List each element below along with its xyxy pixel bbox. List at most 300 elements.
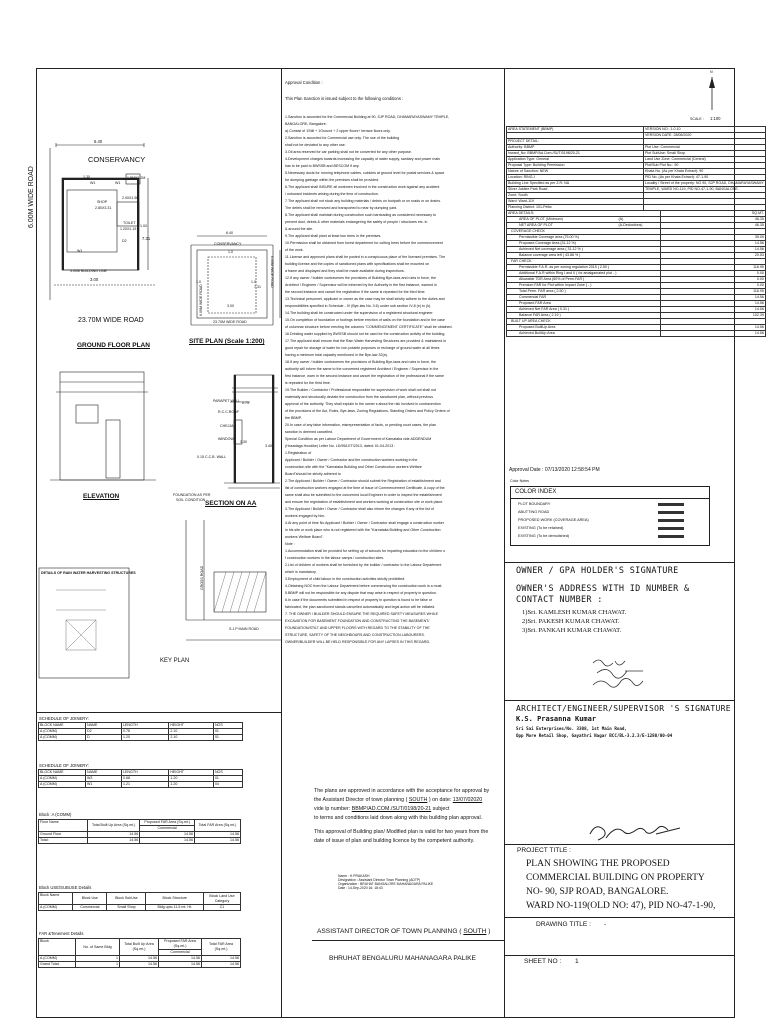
area-cell: Planning District: 101-Petta (507, 205, 644, 211)
table-cell: 1.21 (122, 782, 169, 788)
north-arrow-icon (700, 72, 724, 112)
table-cell: 0.68 (122, 776, 169, 782)
divider-drawings (36, 712, 281, 713)
adtp-pre: ASSISTANT DIRECTOR OF TOWN PLANNING ( (317, 928, 462, 935)
table-cell: 14.56 (140, 838, 195, 844)
owner-signature-title: OWNER / GPA HOLDER'S SIGNATURE (516, 566, 679, 576)
architect-top-line (504, 700, 735, 701)
approval-lp-number: BBMP/AD.COM./SUT/0198/20-21 (351, 806, 432, 812)
condition-line: first instance, warn in the second instance and cancel the registration of the professional if the same (285, 374, 444, 378)
area-detail-value: 35.09 (661, 235, 766, 241)
table-row (39, 893, 241, 905)
room-w1-c: W1 (77, 249, 83, 253)
schedule1-title: SCHEDULE OF JOINERY: (39, 716, 89, 721)
area-detail-ref: (A-Deductions) (618, 223, 643, 227)
condition-line: 1.Registration of (285, 451, 312, 455)
owner-address-title-1: OWNER'S ADDRESS WITH ID NUMBER & (516, 584, 690, 594)
main-road-label: S.J.P MAIN ROAD (229, 627, 259, 631)
owner-name: 1)Sri. KAMLESH KUMAR CHAWAT. (522, 609, 627, 616)
project-title-line: NO- 90, SJP ROAD, BANGALORE. (526, 887, 669, 897)
table-cell: 1.20 (169, 776, 214, 782)
area-detail-label: Achieved BuiltUp Area (507, 331, 618, 337)
condition-line: of the work. (285, 248, 304, 252)
drawing-top-line (504, 917, 735, 918)
table-cell: C1 (204, 905, 241, 911)
table-cell: D (86, 735, 122, 741)
table-cell: 14.56 (88, 832, 140, 838)
table-cell: W1 (86, 782, 122, 788)
architect-name: K.S. Prasanna Kumar (516, 715, 597, 723)
area-cell: Khata No. (As per Khata Extract): 90 (643, 169, 765, 175)
condition-line: fabricated, the plan sanctioned stands cancelled automatically and legal action will be initiated. (285, 605, 436, 609)
table-cell: 01 (213, 776, 242, 782)
condition-line: 13.Technical personnel, applicant or owner as the case may be shall strictly adhere to the duties and (285, 297, 445, 301)
table-cell: 14.56 (88, 838, 140, 844)
area-detail-value: 116.95 (661, 265, 766, 271)
area-detail-value: 0.00 (661, 277, 766, 283)
condition-line: 4.Development charges towards increasing the capacity of water supply, sanitary and power main (285, 157, 441, 161)
condition-line: The debris shall be removed and transported to near by dumping yard. (285, 206, 398, 210)
area-detail-label: Permissible Coverage area (75.00 %) (507, 235, 618, 241)
area-detail-label: Allowable TDR Area (60% of Perm.FAR ) (507, 277, 618, 283)
table-row (39, 782, 243, 788)
conditions-list (285, 114, 503, 646)
area-detail-label: Balance coverage area left ( 43.88 % ) (507, 253, 618, 259)
condition-line: 3.The Applicant / Builder / Owner / Contractor shall also inform the changes if any of the list of (285, 507, 434, 511)
table-cell: Small Shop (107, 905, 146, 911)
condition-line: 5.BBMP will not be responsible for any dispute that may arise in respect of property in question. (285, 591, 437, 595)
color-index-title: COLOR INDEX (515, 489, 557, 495)
area-cell: Plot SubUse: Small Shop (643, 151, 765, 157)
condition-line: Board"should be strictly adhered to (285, 472, 341, 476)
area-detail-label: Total Perm. FAR area ( 2.50 ) (507, 289, 618, 295)
block-a-title: Block :A (COMM) (39, 812, 72, 817)
table-cell: 04 (213, 782, 242, 788)
condition-line: 7. THE OWNER / BUILDER SHOULD ENSURE THE REQUIRED SAFETY MEASURES WHILE (285, 612, 438, 616)
ccb-wall-label: 0.15 C.C.B. WALL (197, 455, 227, 459)
table-row (507, 331, 766, 337)
area-detail-label: Commercial FAR (507, 295, 618, 301)
site-road-bottom: 23.70M WIDE ROAD (213, 320, 247, 324)
approval-line-1: The plans are approved in accordance with the acceptance for approval by (314, 788, 490, 794)
adtp-zone: SOUTH (463, 928, 487, 935)
table-row (39, 838, 241, 844)
condition-line: a).Consist of 1Stilt + 1Ground + 2 upper floors+ terrace floors only. (285, 129, 391, 133)
area-detail-label: Proposed FAR Area (507, 301, 618, 307)
building-line-label: 3.00M BUILDING LINE (70, 269, 107, 273)
condition-line: prevent dust, debris & other materials endangering the safety of people / structures etc. in (285, 220, 428, 224)
shop-room (67, 190, 117, 252)
area-cell: Zone: South (507, 193, 644, 199)
condition-line: EXCAVATION FOR BASEMENT FOUNDATION AND CONSTRUCTING THE BASEMENT/ (285, 619, 430, 623)
condition-line: building license and the copies of sanctioned plans with specifications shall be mounted on (285, 262, 430, 266)
area-detail-value: 14.56 (661, 247, 766, 253)
table-cell: Total: (39, 838, 88, 844)
project-title-line: COMMERCIAL BUILDING ON PROPERTY (526, 873, 705, 883)
table-cell: Bldg upto 11.5 mt. Ht. (146, 905, 204, 911)
table-cell: 14.56 (120, 962, 159, 968)
condition-line: a frame and displayed and they shall be made available during inspections. (285, 269, 405, 273)
drawing-title-value: - (604, 921, 607, 928)
room-shop: SHOP (97, 200, 108, 204)
site-one-a: 1.0 (228, 250, 233, 254)
table-header: No. of Same Bldg (76, 939, 120, 956)
table-cell: 1 (76, 962, 120, 968)
area-detail-value: 0.00 (661, 283, 766, 289)
owner-name: 2)Sri. PAKESH KUMAR CHAWAT. (522, 618, 620, 625)
table-header: Block Structure (146, 893, 204, 905)
condition-line: which is mandatory. (285, 570, 317, 574)
area-detail-value: 14.56 (661, 295, 766, 301)
dim-075: 0.75 (242, 401, 249, 405)
project-title-lines (526, 857, 715, 913)
table-cell: A (COMM) (39, 735, 86, 741)
approval-line-4: to terms and conditions laid down along with this building plan approval. (314, 815, 483, 821)
color-index-item (518, 532, 708, 540)
area-cell: Land Use Zone: Commercial (Central) (643, 157, 765, 163)
elevation-building (60, 372, 144, 480)
table-header: HEIGHT (169, 770, 214, 776)
area-cell: Locality / Street of the property: NO 90, SJP ROAD, DHAMARAYASWAMY (644, 181, 764, 185)
table-row (39, 735, 243, 741)
road-bottom-label: 23.70M WIDE ROAD (78, 317, 144, 324)
condition-line: 7.The applicant shall not stock any building materials / debris on footpath or on roads or on drains. (285, 199, 442, 203)
area-detail-spacer (643, 331, 660, 337)
condition-line: 18.If any owner / builder contravenes the provisions of Building Bye-laws and rules in force, the (285, 360, 437, 364)
color-index-item (518, 516, 708, 524)
table-header: NAME (86, 770, 122, 776)
block-use-table (38, 892, 241, 911)
owner-address-title-2: CONTACT NUMBER : (516, 595, 603, 605)
table-header: LENGTH (122, 723, 169, 729)
condition-line: Architect / Engineer / Supervisor will be informed by the Authority in the first instance, warned in (285, 283, 437, 287)
area-cell: PID No. (As per Khata Extract): 47-1-90 (643, 175, 765, 181)
table-header: NOS (213, 770, 242, 776)
divider-left (281, 68, 282, 1018)
condition-line: workers Welfare Board". (285, 535, 324, 539)
digital-signature (338, 874, 498, 890)
table-header: Commercial (140, 826, 195, 832)
color-swatch (658, 535, 684, 538)
color-index-label: EXISTING (To be demolished) (518, 534, 570, 538)
digital-sig-line: Organization : BRUHAT BANGALORE MAHANAGARA PALIKE (338, 882, 434, 886)
condition-line: Note : (285, 542, 295, 546)
condition-line: FOUNDATION/STILT AND UPPER FLOORS WITH REGARD TO THE STABILITY OF THE (285, 626, 430, 630)
table-cell: 1.20 (169, 782, 214, 788)
north-label: N (710, 70, 713, 74)
table-header: Total FAR Area (Sq.mt.) (202, 939, 241, 956)
drawing-title-label: DRAWING TITLE : (536, 921, 591, 928)
sqmt-header: SQ.MT. (661, 211, 766, 217)
approval-line-2-mid: ) on date: (428, 797, 452, 803)
table-cell: A (COMM) (39, 956, 76, 962)
dim-7-31: 7.31 (142, 236, 151, 241)
condition-line: Special Condition as per Labour Department of Government of Karnataka vide ADDENDUM (285, 437, 432, 441)
table-cell: Ground Floor (39, 832, 88, 838)
condition-line: 2.The Applicant / Builder / Owner / Contractor should submit the Registration of establishment and (285, 479, 441, 483)
condition-line: authority will inform the same to the concerned registered Architect / Engineer / Supervisor in the (285, 367, 439, 371)
scale-label: SCALE : (690, 117, 704, 121)
divider-right (504, 68, 505, 1018)
condition-line: 5.Necessary ducts for running telephone cables, cubicles at ground level for postal services & space (285, 171, 445, 175)
condition-line: 17.The applicant shall ensure that the Rain Water Harvesting Structures are provided & maintained in (285, 339, 447, 343)
condition-line: for dumping garbage within the premises shall be provided. (285, 178, 380, 182)
table-row (39, 905, 241, 911)
approval-line-5: This approval of Building plan/ Modified plan is valid for two years from the (314, 829, 489, 835)
area-detail-value: 0.00 (661, 271, 766, 277)
table-header: NAME (86, 723, 122, 729)
condition-line: (Hosadaga Hoodike) Letter No. LD/95/LET/2013, dated: 01-04-2013 : (285, 444, 396, 448)
condition-line: 2.Sanction is accorded for Commercial use only. The use of the building (285, 136, 400, 140)
area-detail-value: 46.35 (661, 223, 766, 229)
condition-line: sanction is deemed cancelled. (285, 430, 334, 434)
block-use-title: Block USE/SUBUSE Details (39, 885, 92, 890)
condition-line: approval of the authority. They shall explain to the owner s about the risk involved in contravention (285, 402, 441, 406)
condition-line: / untoward incidents arising during the time of construction. (285, 192, 379, 196)
site-road-left: 6.00M WIDE ROAD (199, 284, 203, 316)
table-header: Block SubUse (107, 893, 146, 905)
owner-names (522, 608, 626, 635)
table-header: HEIGHT (169, 723, 214, 729)
area-cell: Inward_No: BBMP/Ad.Com./SUT/0198/20-21 (507, 151, 644, 157)
area-cell: VERSION DATE: 28/08/2020 (643, 133, 765, 139)
condition-line: of columnar structure before erecting the columns "COMMENCEMENT CERTIFICATE" shall be obtained. (285, 325, 453, 329)
condition-line: in his site or work place who is not registered with the "Karnataka Building and Other Construction (285, 528, 441, 532)
site-dim-side: 7.31 (254, 285, 261, 289)
area-cell: AREA STATEMENT (BBMP) (507, 127, 644, 133)
area-detail-label: Additional F.A.R within Ring I and II ( for amalgamated plot - ) (507, 271, 618, 277)
condition-line: 4.Obtaining NOC from the Labour Department before commencing the construction work is a must. (285, 584, 443, 588)
table-cell: A (COMM) (39, 776, 86, 782)
parapet-label: PARAPET WALL (213, 399, 241, 403)
area-detail-value: 14.56 (661, 331, 766, 337)
dim-345: 3.45 (265, 444, 272, 448)
area-cell: PROJECT DETAIL: (507, 139, 644, 145)
area-cell: Authority: BBMP (507, 145, 644, 151)
area-detail-label: Premium FAR for Plot within Impact Zone ( - ) (507, 283, 618, 289)
site-road-right: 6.00M WIDE ROAD (270, 256, 274, 288)
color-index-label: EXISTING (To be retained) (518, 526, 564, 530)
area-cell: Ward: Ward-119 (507, 199, 644, 205)
table-cell: 01 (213, 729, 242, 735)
table-header: Total FAR Area (Sq.mt.) (195, 820, 241, 832)
approval-zone: SOUTH (408, 797, 428, 803)
area-cell: VERSION NO.: 1.0.10 (643, 127, 765, 133)
area-detail-label: BUILT UP AREA CHECK (507, 319, 618, 325)
condition-line: 4.At any point of time No Applicant / Builder / Owner / Contractor shall engage a construction worker (285, 521, 445, 525)
condition-line: 1.Accommodation shall be provided for setting up of schools for imparting education to the children o (285, 549, 446, 553)
far-tenement-title: FAR &Tenement Details (39, 931, 84, 936)
color-swatch (658, 527, 684, 530)
area-detail-ref (617, 331, 643, 337)
project-top-line (504, 844, 735, 845)
area-detail-label: Permissible F.A.R. as per zoning regulation 2015 ( 2.50 ) (507, 265, 618, 271)
condition-line: 15.On completion of foundation or footings before erection of walls on the foundation and in the case (285, 318, 445, 322)
table-header: Total Built Up Area (Sq.mt.) (88, 820, 140, 832)
condition-line: 3.Oil area reserved for car parking shall not be converted for any other purpose. (285, 150, 412, 154)
table-header: Block (39, 939, 76, 956)
site-plan-label: SITE PLAN (Scale 1:200) (189, 338, 265, 345)
rwh-inset-title: DETAILS OF RAIN WATER HARVESTING STRUCTURES (41, 571, 136, 575)
condition-line: 19.The Builder / Contractor / Professional responsible for supervision of work shall not shall not (285, 388, 437, 392)
architect-line-1: Sri Sai Enterprises/No. 3308, 1st Main Road, (516, 726, 627, 731)
approval-line-2-pre: the Assistant Director of town planning ( (314, 797, 408, 803)
room-w1-b: W1 (115, 181, 121, 185)
conditions-intro: This Plan Sanction is issued subject to the following conditions : (285, 96, 404, 101)
condition-line: 6.In case if the documents submitted in respect of property in question is found to be false or (285, 598, 433, 602)
key-plan-label: KEY PLAN (160, 658, 190, 664)
cross-road-label: CROSS ROAD (200, 565, 204, 590)
color-index-label: ABUTTING ROAD (518, 510, 550, 514)
table-cell: D2 (86, 729, 122, 735)
approval-block (314, 787, 504, 846)
area-detail-label: AREA OF PLOT (Minimum) (507, 217, 618, 223)
room-toilet: TOILET (123, 221, 136, 225)
condition-line: shall not be deviated to any other use. (285, 143, 346, 147)
condition-line: and ensure the registration of establishment and workers working at construction site or work place. (285, 500, 444, 504)
sheet-top-line (504, 955, 735, 956)
site-one-c: 1.0 (251, 280, 256, 284)
table-cell: 14.56 (202, 956, 241, 962)
area-detail-label: Achieved Net coverage area ( 31.12 % ) (507, 247, 618, 253)
table-cell: 14.56 (120, 956, 159, 962)
condition-line: 3.Employment of child labour in the construction activities strictly prohibited. (285, 577, 406, 581)
ground-floor-plan-label: GROUND FLOOR PLAN (77, 342, 150, 349)
area-detail-label: COVERAGE CHECK (507, 229, 618, 235)
section-building (234, 375, 274, 483)
scale-value: 1:100 (710, 116, 721, 121)
approval-line-2 (314, 796, 504, 805)
color-index-item (518, 524, 708, 532)
table-cell: 14.56 (140, 832, 195, 838)
color-index-list (518, 500, 708, 540)
condition-line: the BBMP. (285, 416, 302, 420)
section-label: SECTION ON AA (205, 500, 257, 507)
site-one-b: 1.0 (196, 280, 201, 284)
table-cell: 14.56 (159, 962, 202, 968)
color-index-label: PLOT BOUNDARY (518, 502, 551, 506)
table-cell: W3 (86, 776, 122, 782)
bbmp-underline (312, 940, 504, 941)
table-cell: 01 (213, 735, 242, 741)
color-index-item (518, 508, 708, 516)
table-header: Proposed FAR Area (Sq.mt.) (140, 820, 195, 826)
block-a-table (38, 819, 241, 844)
table-header: Block Land Use Category (204, 893, 241, 905)
schedule2-table (38, 769, 243, 788)
site-dim-bottom: 3.00 (227, 304, 234, 308)
color-swatch (658, 511, 684, 514)
condition-line: OWNER/BUILDER WILL BE HELD RESPONSIBLE FOR ANY LAPSES IN THIS REGARD. (285, 640, 431, 644)
digital-sig-line: Date : 14-Sep-2020 16: 18:43 (338, 886, 383, 890)
condition-line: f construction workers in the labour camps / construction sites. (285, 556, 385, 560)
room-shop-dim: 2.80X3.31 (95, 206, 112, 210)
area-detail-label: NET AREA OF PLOT (507, 223, 618, 229)
condition-line: 1.Sanction is accorded for the Commercial Building at 90, SJP ROAD, DHAMARAYASWAMY TEMPLE, (285, 115, 450, 119)
owner-top-line (504, 562, 735, 563)
area-cell: Building Line Specified as per Z.R: NA (507, 181, 644, 187)
approval-line-6: date of issue of plan and building licence by the competent authority. (314, 838, 475, 844)
table-cell: 14.56 (195, 838, 241, 844)
architect-line-2: Opp More Retail Shop, Gayathri Nagar BCC/BL-3.2.3/E-1280/00-04 (516, 733, 673, 738)
dim-top-ground: 6.40 (94, 139, 103, 144)
digital-sig-line: Name : H PRAKASH (338, 874, 370, 878)
architect-signature-title: ARCHITECT/ENGINEER/SUPERVISOR 'S SIGNATURE (516, 704, 731, 713)
approval-condition-heading: Approval Condition : (285, 80, 323, 85)
side-1-00: 1.00 (140, 224, 147, 228)
dim-3-00: 3.00 (90, 277, 99, 282)
table-cell: 14.56 (195, 832, 241, 838)
room-toilet-dim2: 2.00X1.50 (122, 196, 139, 200)
color-notes-label: Color Notes (510, 479, 529, 483)
condition-line: 16.Drinking water supplied by BWSSB should not be used for the construction activity of the building. (285, 332, 446, 336)
schedule2-title: SCHEDULE OF JOINERY: (39, 763, 89, 768)
adtp-label (317, 928, 490, 935)
area-cell: Proposal Type: Building Permission (507, 163, 644, 169)
area-detail-ref: (A) (617, 217, 643, 223)
owner-signature-icon (585, 655, 665, 695)
condition-line: 8.The applicant shall maintain during construction such barricading as considered necessary to (285, 213, 437, 217)
sump-dim: 1.5MX1.2M (127, 176, 146, 180)
elevation-label: ELEVATION (83, 493, 120, 500)
condition-line: the second instance and cancel the registration if the same is repeated for the third time. (285, 290, 426, 294)
condition-line: good repair for storage of water for non potable purposes or recharge of ground water at all times (285, 346, 440, 350)
area-cell: Location: RING-I (507, 175, 644, 181)
approval-date-text: Approval Date : 07/13/2020 12:58:54 PM (509, 467, 600, 473)
area-cell: Plot/Sub Plot No.: 90 (643, 163, 765, 169)
condition-line: construction site with the "Karnataka Building and Other Construction workers Welfare (285, 465, 422, 469)
condition-line: same shall also be submitted to the concerned local Engineer in order to inspect the establishment (285, 493, 442, 497)
condition-line: 2.List of children of workers shall be furnished by the builder / contractor to the Labour Department (285, 563, 442, 567)
area-detail-label: Proposed BuiltUp Area (507, 325, 618, 331)
area-cell: Plot Use: Commercial (643, 145, 765, 151)
site-dim-top: 6.40 (226, 231, 233, 235)
condition-line: of the provisions of the Act, Rules, Bye-laws, Zoning Regulations, Standing Orders and Policy Orders of (285, 409, 450, 413)
area-detail-value: 116.95 (661, 289, 766, 295)
room-d2: D2 (122, 239, 127, 243)
table-header: Floor Name (39, 820, 88, 832)
area-cell: TEMPLE, WARD NO-119, PID NO-47-1-90, BANGALORE. (643, 187, 765, 193)
table-header: BLOCK NAME (39, 723, 86, 729)
owner-name: 3)Sri. PANKAH KUMAR CHAWAT. (522, 627, 622, 634)
condition-line: 10.Permission shall be obtained from forest department for cutting trees before the commencement (285, 241, 443, 245)
project-title-label: PROJECT TITLE : (517, 847, 571, 854)
condition-line: 11.License and approved plans shall be posted in a conspicuous place of the licensed premises. The (285, 255, 446, 259)
table-cell: 2.10 (169, 735, 214, 741)
area-cell: Nature of Sanction: NEW (507, 169, 644, 175)
area-details-header: AREA DETAILS: (507, 211, 661, 217)
table-cell: Commercial (73, 905, 107, 911)
table-header: Commercial (159, 950, 202, 956)
table-cell: A (COMM) (39, 782, 86, 788)
condition-line: STRUCTURE, SAFETY OF THE NEIGHBOURS AND CONSTRUCTION LABOURERS. (285, 633, 425, 637)
condition-line: 20.In case of any false information, misrepresentation of facts, or pending court cases, the plan (285, 423, 437, 427)
color-swatch (658, 519, 684, 522)
table-header: NOS (213, 723, 242, 729)
far-tenement-table (38, 938, 241, 968)
road-left-label: 6.00M WIDE ROAD (28, 166, 35, 228)
condition-line: is repeated for the third time. (285, 381, 331, 385)
condition-line: responsibilities specified in Schedule - IV (Bye-law No. 3.6) under sub section IV-8 (e) to (k). (285, 304, 432, 308)
window-label: WINDOW (218, 437, 234, 441)
condition-line: having a minimum total capacity mentioned in the Bye-law 32(a). (285, 353, 388, 357)
area-detail-label: Achieved Net FAR Area ( 0.31 ) (507, 307, 618, 313)
table-row (39, 939, 241, 950)
table-cell: Grand Total: (39, 962, 76, 968)
area-detail-value: 102.39 (661, 313, 766, 319)
condition-line: 6.The applicant shall INSURE all workmen involved in the construction work against any accident (285, 185, 440, 189)
area-detail-value: 14.56 (661, 301, 766, 307)
